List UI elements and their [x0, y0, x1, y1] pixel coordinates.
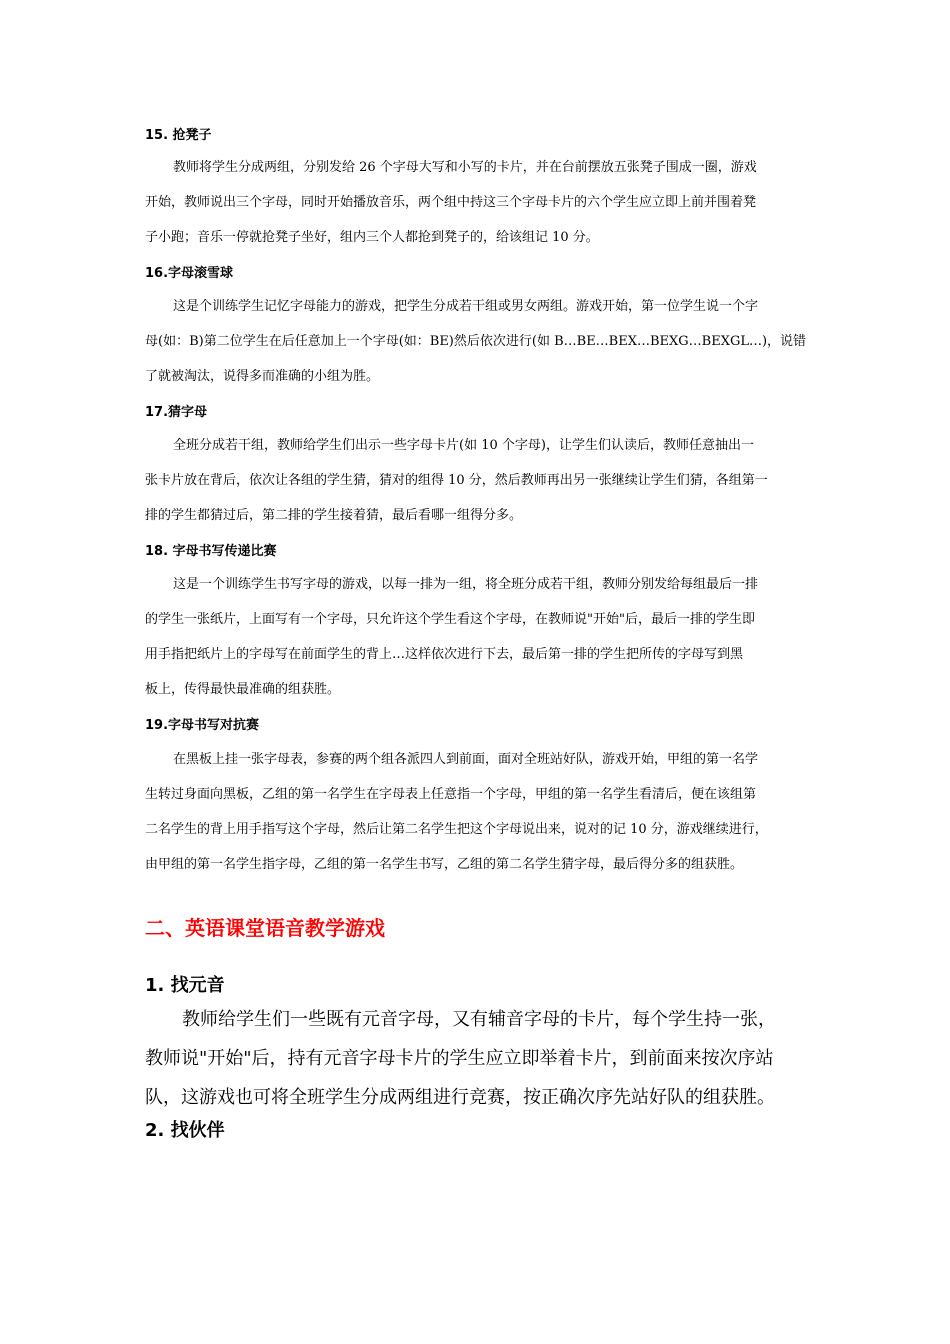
- paragraph-line: 了就被淘汰，说得多而准确的小组为胜。: [145, 369, 380, 384]
- paragraph-line: 母(如：B)第二位学生在后任意加上一个字母(如：BE)然后依次进行(如 B…BE…BEX…BEXG…BEXGL…)，说错: [145, 334, 807, 349]
- paragraph-line: 生转过身面向黑板，乙组的第一名学生在字母表上任意指一个字母，甲组的第一名学生看清后，便在该组第: [145, 787, 757, 802]
- body-line: 教师说"开始"后，持有元音字母卡片的学生应立即举着卡片，到前面来按次序站: [145, 1048, 774, 1069]
- paragraph-line: 由甲组的第一名学生指字母，乙组的第一名学生书写，乙组的第二名学生猜字母，最后得分多的组获胜。: [145, 857, 744, 872]
- paragraph-line: 的学生一张纸片，上面写有一个字母，只允许这个学生看这个字母，在教师说"开始"后，最后一排的学生即: [145, 612, 755, 627]
- part-title: 二、英语课堂语音教学游戏: [145, 916, 385, 940]
- body-line: 队，这游戏也可将全班学生分成两组进行竞赛，按正确次序先站好队的组获胜。: [145, 1087, 775, 1108]
- paragraph-line: 开始，教师说出三个字母，同时开始播放音乐，两个组中持这三个字母卡片的六个学生应立即上前并围着凳: [145, 195, 757, 210]
- paragraph-line: 这是一个训练学生书写字母的游戏，以每一排为一组，将全班分成若干组，教师分别发给每组最后一排: [173, 577, 759, 592]
- paragraph-line: 教师将学生分成两组，分别发给 26 个字母大写和小写的卡片，并在台前摆放五张凳子围成一圈，游戏: [173, 160, 757, 175]
- paragraph-line: 在黑板上挂一张字母表，参赛的两个组各派四人到前面，面对全班站好队，游戏开始，甲组的第一名学: [173, 752, 759, 767]
- section-heading-17: 17.猜字母: [145, 405, 208, 420]
- section-heading-18: 18. 字母书写传递比赛: [145, 544, 277, 559]
- paragraph-line: 子小跑；音乐一停就抢凳子坐好，组内三个人都抢到凳子的，给该组记 10 分。: [145, 230, 599, 245]
- section-heading-15: 15. 抢凳子: [145, 128, 212, 143]
- paragraph-line: 全班分成若干组，教师给学生们出示一些字母卡片(如 10 个字母)，让学生们认读后，教师任意抽出一: [173, 438, 754, 453]
- paragraph-line: 用手指把纸片上的字母写在前面学生的背上…这样依次进行下去，最后第一排的学生把所传的字母写到黑: [145, 647, 744, 662]
- section-heading-19: 19.字母书写对抗赛: [145, 718, 260, 733]
- paragraph-line: 板上，传得最快最准确的组获胜。: [145, 682, 341, 697]
- paragraph-line: 排的学生都猜过后，第二排的学生接着猜，最后看哪一组得分多。: [145, 508, 523, 523]
- paragraph-line: 张卡片放在背后，依次让各组的学生猜，猜对的组得 10 分，然后教师再出另一张继续让学生们猜，各组第一: [145, 473, 768, 488]
- body-line: 教师给学生们一些既有元音字母，又有辅音字母的卡片，每个学生持一张，: [182, 1009, 776, 1030]
- game-heading-2: 2. 找伙伴: [145, 1120, 225, 1141]
- game-heading-1: 1. 找元音: [145, 975, 225, 996]
- paragraph-line: 这是个训练学生记忆字母能力的游戏，把学生分成若干组或男女两组。游戏开始，第一位学生说一个字: [173, 299, 759, 314]
- paragraph-line: 二名学生的背上用手指写这个字母，然后让第二名学生把这个字母说出来，说对的记 10 分，游戏继续进行，: [145, 822, 768, 837]
- section-heading-16: 16.字母滚雪球: [145, 266, 234, 281]
